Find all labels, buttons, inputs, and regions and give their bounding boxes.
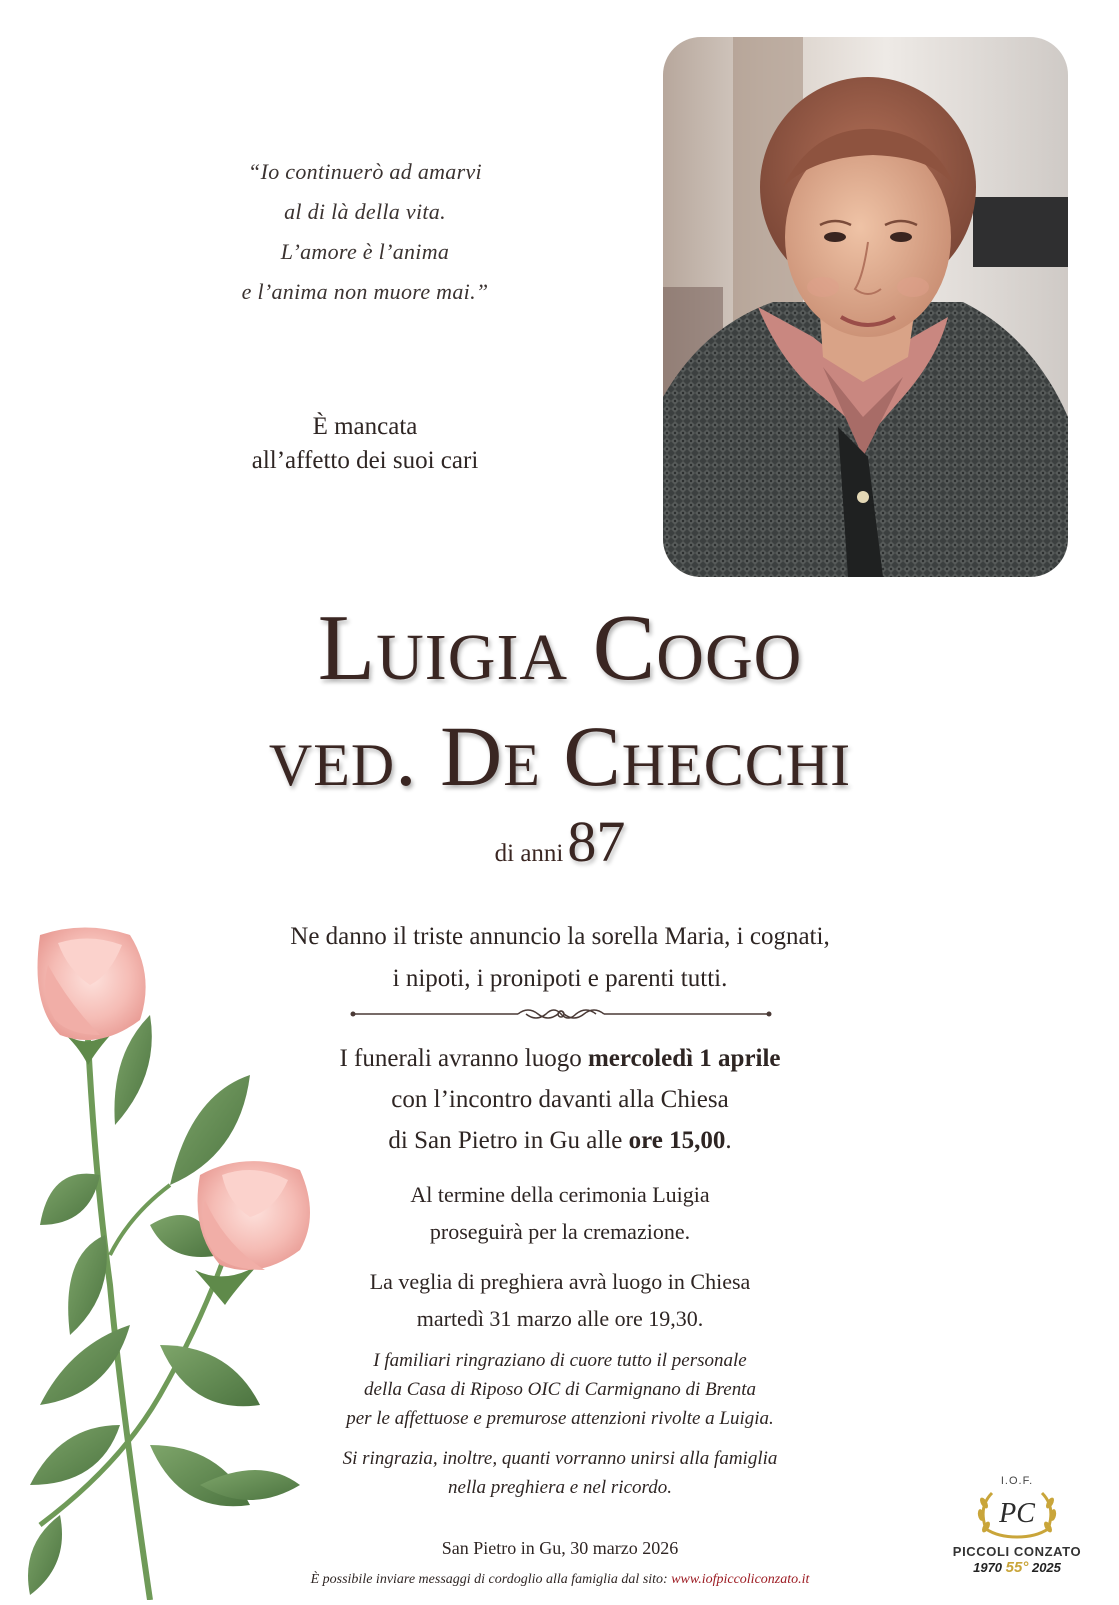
roses-illustration: [0, 925, 330, 1600]
quote-line: e l’anima non muore mai.”: [241, 279, 489, 304]
age-label: di anni: [494, 840, 564, 867]
funeral-line-3: di San Pietro in Gu alle ore 15,00.: [388, 1127, 732, 1154]
memorial-quote: [200, 152, 530, 312]
place-date: San Pietro in Gu, 30 marzo 2026: [441, 1538, 679, 1558]
logo-years: 1970 55° 2025: [973, 1559, 1061, 1576]
deceased-name-line-1: Luigia Cogo: [317, 596, 803, 700]
footer-text: È possibile inviare messaggi di cordoglio alla famiglia dal sito:: [310, 1572, 672, 1587]
ceremony-line-1: Al termine della cerimonia Luigia: [410, 1182, 710, 1207]
anniversary: 55°: [1005, 1559, 1029, 1576]
deceased-name-line-2: ved. De Checchi: [268, 708, 852, 804]
ornament-divider: [348, 1002, 774, 1026]
thanks-line-5: nella preghiera e nel ricordo.: [448, 1477, 672, 1498]
thanks-line-3: per le affettuose e premurose attenzioni rivolte a Luigia.: [346, 1408, 774, 1429]
funeral-line-1: I funerali avranno luogo mercoledì 1 aprile: [339, 1045, 781, 1072]
quote-line: “Io continuerò ad amarvi: [248, 159, 482, 184]
funeral-time: ore 15,00: [628, 1127, 726, 1154]
firm-name: PICCOLI CONZATO: [952, 1544, 1082, 1559]
quote-line: L’amore è l’anima: [280, 239, 450, 264]
intro-line-2: all’affetto dei suoi cari: [251, 447, 479, 474]
announcement-line-2: i nipoti, i pronipoti e parenti tutti.: [392, 965, 728, 992]
funeral-line-2: con l’incontro davanti alla Chiesa: [391, 1086, 729, 1113]
intro-line-1: È mancata: [312, 413, 418, 440]
ceremony-line-2: proseguirà per la cremazione.: [429, 1219, 691, 1244]
quote-line: al di là della vita.: [284, 199, 446, 224]
funeral-home-logo: [952, 1475, 1082, 1595]
intro-text: [200, 410, 530, 478]
thanks-line-1: I familiari ringraziano di cuore tutto il personale: [373, 1350, 747, 1371]
logo-monogram: PC: [999, 1498, 1035, 1529]
announcement-line-1: Ne danno il triste annuncio la sorella Maria, i cognati,: [290, 923, 830, 950]
logo-iof: I.O.F.: [1000, 1475, 1034, 1487]
thanks-line-4: Si ringrazia, inoltre, quanti vorranno unirsi alla famiglia: [342, 1448, 778, 1469]
thanks-line-2: della Casa di Riposo OIC di Carmignano di Brenta: [364, 1379, 756, 1400]
funeral-date: mercoledì 1 aprile: [587, 1045, 781, 1072]
deceased-age: [300, 808, 820, 875]
vigil-line-1: La veglia di preghiera avrà luogo in Chiesa: [369, 1269, 751, 1294]
website-link[interactable]: www.iofpiccoliconzato.it: [671, 1572, 810, 1587]
vigil-line-2: martedì 31 marzo alle ore 19,30.: [416, 1306, 704, 1331]
portrait-photo: [663, 37, 1068, 577]
laurel-icon: [972, 1487, 1062, 1539]
age-value: 87: [567, 809, 626, 874]
